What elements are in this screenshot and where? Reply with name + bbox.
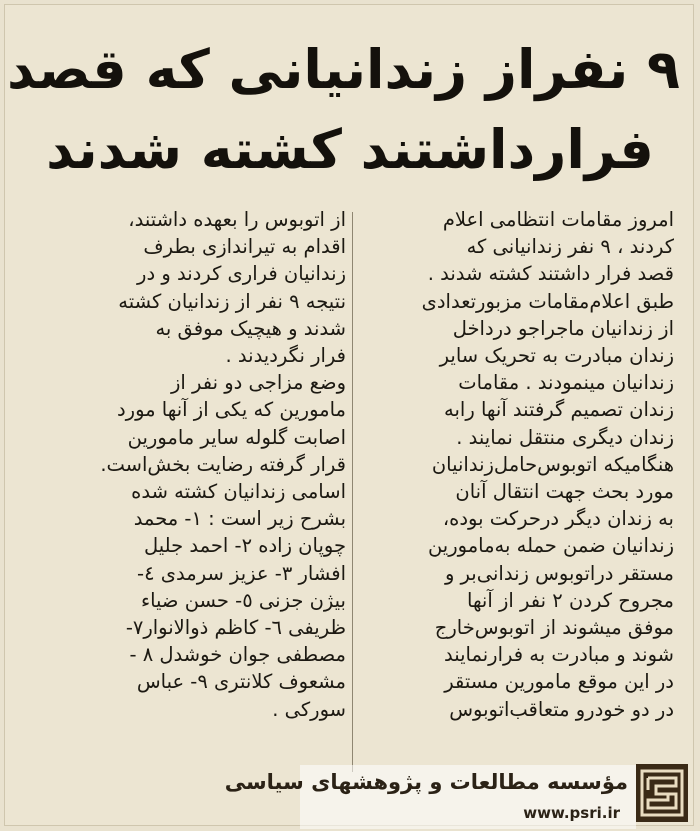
article-line: به زندان دیگر درحرکت بوده، xyxy=(442,507,674,531)
article-line: زندان تصمیم گرفتند آنها رابه xyxy=(444,398,674,422)
article-column-left xyxy=(24,206,346,723)
article-line: نتیجه ۹ نفر از زندانیان کشته xyxy=(118,289,346,313)
article-line: چوپان زاده ۲- احمد جلیل xyxy=(143,534,346,558)
article-line: بشرح زیر است : ۱- محمد xyxy=(133,507,346,531)
article-line: مامورین که یکی از آنها مورد xyxy=(116,398,346,422)
article-line: مشعوف کلانتری ۹- عباس xyxy=(136,670,346,694)
article-line: هنگامیکه اتوبوس‌حامل‌زندانیان xyxy=(431,452,674,476)
article-line: ظریفی ٦- کاظم ذوالانوار۷- xyxy=(125,616,346,640)
headline xyxy=(7,30,680,190)
article-line: شوند و مبادرت به فرارنمایند xyxy=(443,643,674,667)
article-line: در این موقع مامورین مستقر xyxy=(444,670,674,694)
article-line: قرار گرفته رضایت بخش‌است. xyxy=(100,452,346,476)
article-line: بیژن جزنی ٥- حسن ضیاء xyxy=(140,588,346,612)
article-line: شدند و هیچیک موفق به xyxy=(155,316,346,340)
article-line: زندان دیگری منتقل نمایند . xyxy=(456,425,674,449)
article-line: زندان مبادرت به تحریک سایر xyxy=(439,344,674,368)
article-line: اصابت گلوله سایر مامورین xyxy=(127,425,346,449)
headline-line-1: ۹ نفراز زندانیانی که قصد xyxy=(7,38,680,101)
article-line: سورکی . xyxy=(272,697,346,721)
article-line: موفق میشوند از اتوبوس‌خارج xyxy=(434,616,674,640)
article-line: زندانیان فراری کردند و در xyxy=(137,262,346,286)
column-divider xyxy=(352,212,353,772)
watermark-title: مؤسسه مطالعات و پژوهشهای سیاسی xyxy=(224,770,628,794)
article-line: اسامی زندانیان کشته شده xyxy=(131,480,346,504)
article-line: طبق اعلام‌مقامات مزبورتعدادی xyxy=(421,289,674,313)
article-line: مجروح کردن ۲ نفر از آنها xyxy=(467,588,674,612)
article-line: وضع مزاجی دو نفر از xyxy=(170,371,346,395)
article-line: امروز مقامات انتظامی اعلام xyxy=(442,208,674,231)
watermark-url: www.psri.ir xyxy=(523,804,620,822)
article-line: افشار ۳- عزیز سرمدی ٤- xyxy=(137,561,346,585)
article-line: زندانیان مینمودند . مقامات xyxy=(458,371,674,395)
psri-logo-icon xyxy=(636,764,688,822)
headline-line-2: فرارداشتند کشته شدند xyxy=(46,118,654,181)
article-line: از اتوبوس را بعهده داشتند، xyxy=(128,208,346,231)
article-line: از زندانیان ماجراجو درداخل xyxy=(452,316,674,340)
article-line: در دو خودرو متعاقب‌اتوبوس xyxy=(449,697,674,721)
article-line: اقدام به تیراندازی بطرف xyxy=(143,235,346,259)
article-line: قصد فرار داشتند کشته شدند . xyxy=(427,262,674,286)
article-line: مستقر دراتوبوس زندانی‌بر و xyxy=(444,561,674,585)
article-column-right xyxy=(360,206,674,723)
article-line: مورد بحث جهت انتقال آنان xyxy=(455,480,674,504)
article-line: مصطفی جوان خوشدل ۸ - xyxy=(129,643,346,667)
article-line: فرار نگردیدند . xyxy=(225,344,346,368)
article-line: کردند ، ۹ نفر زندانیانی که xyxy=(466,235,674,259)
article-line: زندانیان ضمن حمله به‌مامورین xyxy=(427,534,674,558)
